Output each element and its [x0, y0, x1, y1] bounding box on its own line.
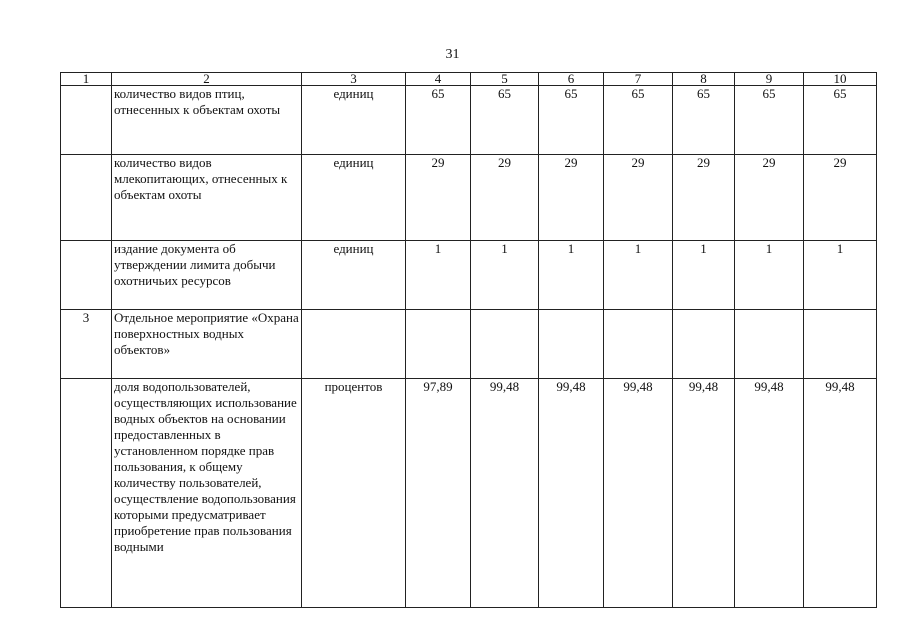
value-cell: [539, 310, 604, 379]
indicator-name: доля водопользователей, осуществляющих использование водных объектов на основании предоставленных в установленном порядке прав пользования, к общему количеству пользователей, осуществление водопользования которыми предусматривает приобретение прав пользования водными: [112, 379, 302, 608]
value-cell: 65: [735, 86, 804, 155]
header-cell: 2: [112, 73, 302, 86]
header-cell: 5: [471, 73, 539, 86]
value-cell: 65: [604, 86, 673, 155]
value-cell: [673, 310, 735, 379]
value-cell: [406, 310, 471, 379]
indicator-name: количество видов птиц, отнесенных к объектам охоты: [112, 86, 302, 155]
table-row: [61, 310, 877, 379]
value-cell: [604, 310, 673, 379]
header-cell: 1: [61, 73, 112, 86]
row-number: [61, 241, 112, 310]
indicator-name: Отдельное мероприятие «Охрана поверхностных водных объектов»: [112, 310, 302, 379]
value-cell: 1: [804, 241, 877, 310]
value-cell: 99,48: [604, 379, 673, 608]
value-cell: 97,89: [406, 379, 471, 608]
value-cell: 65: [673, 86, 735, 155]
page-number: 31: [445, 47, 460, 62]
row-number: [61, 379, 112, 608]
header-cell: 4: [406, 73, 471, 86]
value-cell: 99,48: [673, 379, 735, 608]
header-cell: 7: [604, 73, 673, 86]
value-cell: 65: [471, 86, 539, 155]
value-cell: 1: [604, 241, 673, 310]
value-cell: 29: [673, 155, 735, 241]
value-cell: [804, 310, 877, 379]
value-cell: 99,48: [471, 379, 539, 608]
table-row: [61, 379, 877, 608]
value-cell: 65: [804, 86, 877, 155]
table-row: [61, 155, 877, 241]
table-row: [61, 86, 877, 155]
header-cell: 6: [539, 73, 604, 86]
value-cell: 65: [406, 86, 471, 155]
unit-cell: единиц: [302, 241, 406, 310]
value-cell: 29: [804, 155, 877, 241]
header-cell: 8: [673, 73, 735, 86]
row-number: [61, 86, 112, 155]
unit-cell: единиц: [302, 86, 406, 155]
unit-cell: процентов: [302, 379, 406, 608]
indicators-table: [60, 72, 877, 608]
indicator-name: издание документа об утверждении лимита добычи охотничьих ресурсов: [112, 241, 302, 310]
value-cell: 1: [735, 241, 804, 310]
value-cell: 29: [604, 155, 673, 241]
value-cell: 99,48: [539, 379, 604, 608]
value-cell: 29: [471, 155, 539, 241]
unit-cell: единиц: [302, 155, 406, 241]
row-number: [61, 155, 112, 241]
value-cell: 1: [406, 241, 471, 310]
table-row: [61, 241, 877, 310]
value-cell: 1: [673, 241, 735, 310]
value-cell: [735, 310, 804, 379]
header-cell: 3: [302, 73, 406, 86]
header-cell: 9: [735, 73, 804, 86]
value-cell: 65: [539, 86, 604, 155]
value-cell: 99,48: [735, 379, 804, 608]
header-cell: 10: [804, 73, 877, 86]
value-cell: 29: [539, 155, 604, 241]
row-number: 3: [61, 310, 112, 379]
value-cell: 1: [539, 241, 604, 310]
value-cell: 99,48: [804, 379, 877, 608]
header-row: [61, 73, 877, 86]
value-cell: 1: [471, 241, 539, 310]
value-cell: 29: [735, 155, 804, 241]
value-cell: [471, 310, 539, 379]
indicator-name: количество видов млекопитающих, отнесенных к объектам охоты: [112, 155, 302, 241]
value-cell: 29: [406, 155, 471, 241]
unit-cell: [302, 310, 406, 379]
